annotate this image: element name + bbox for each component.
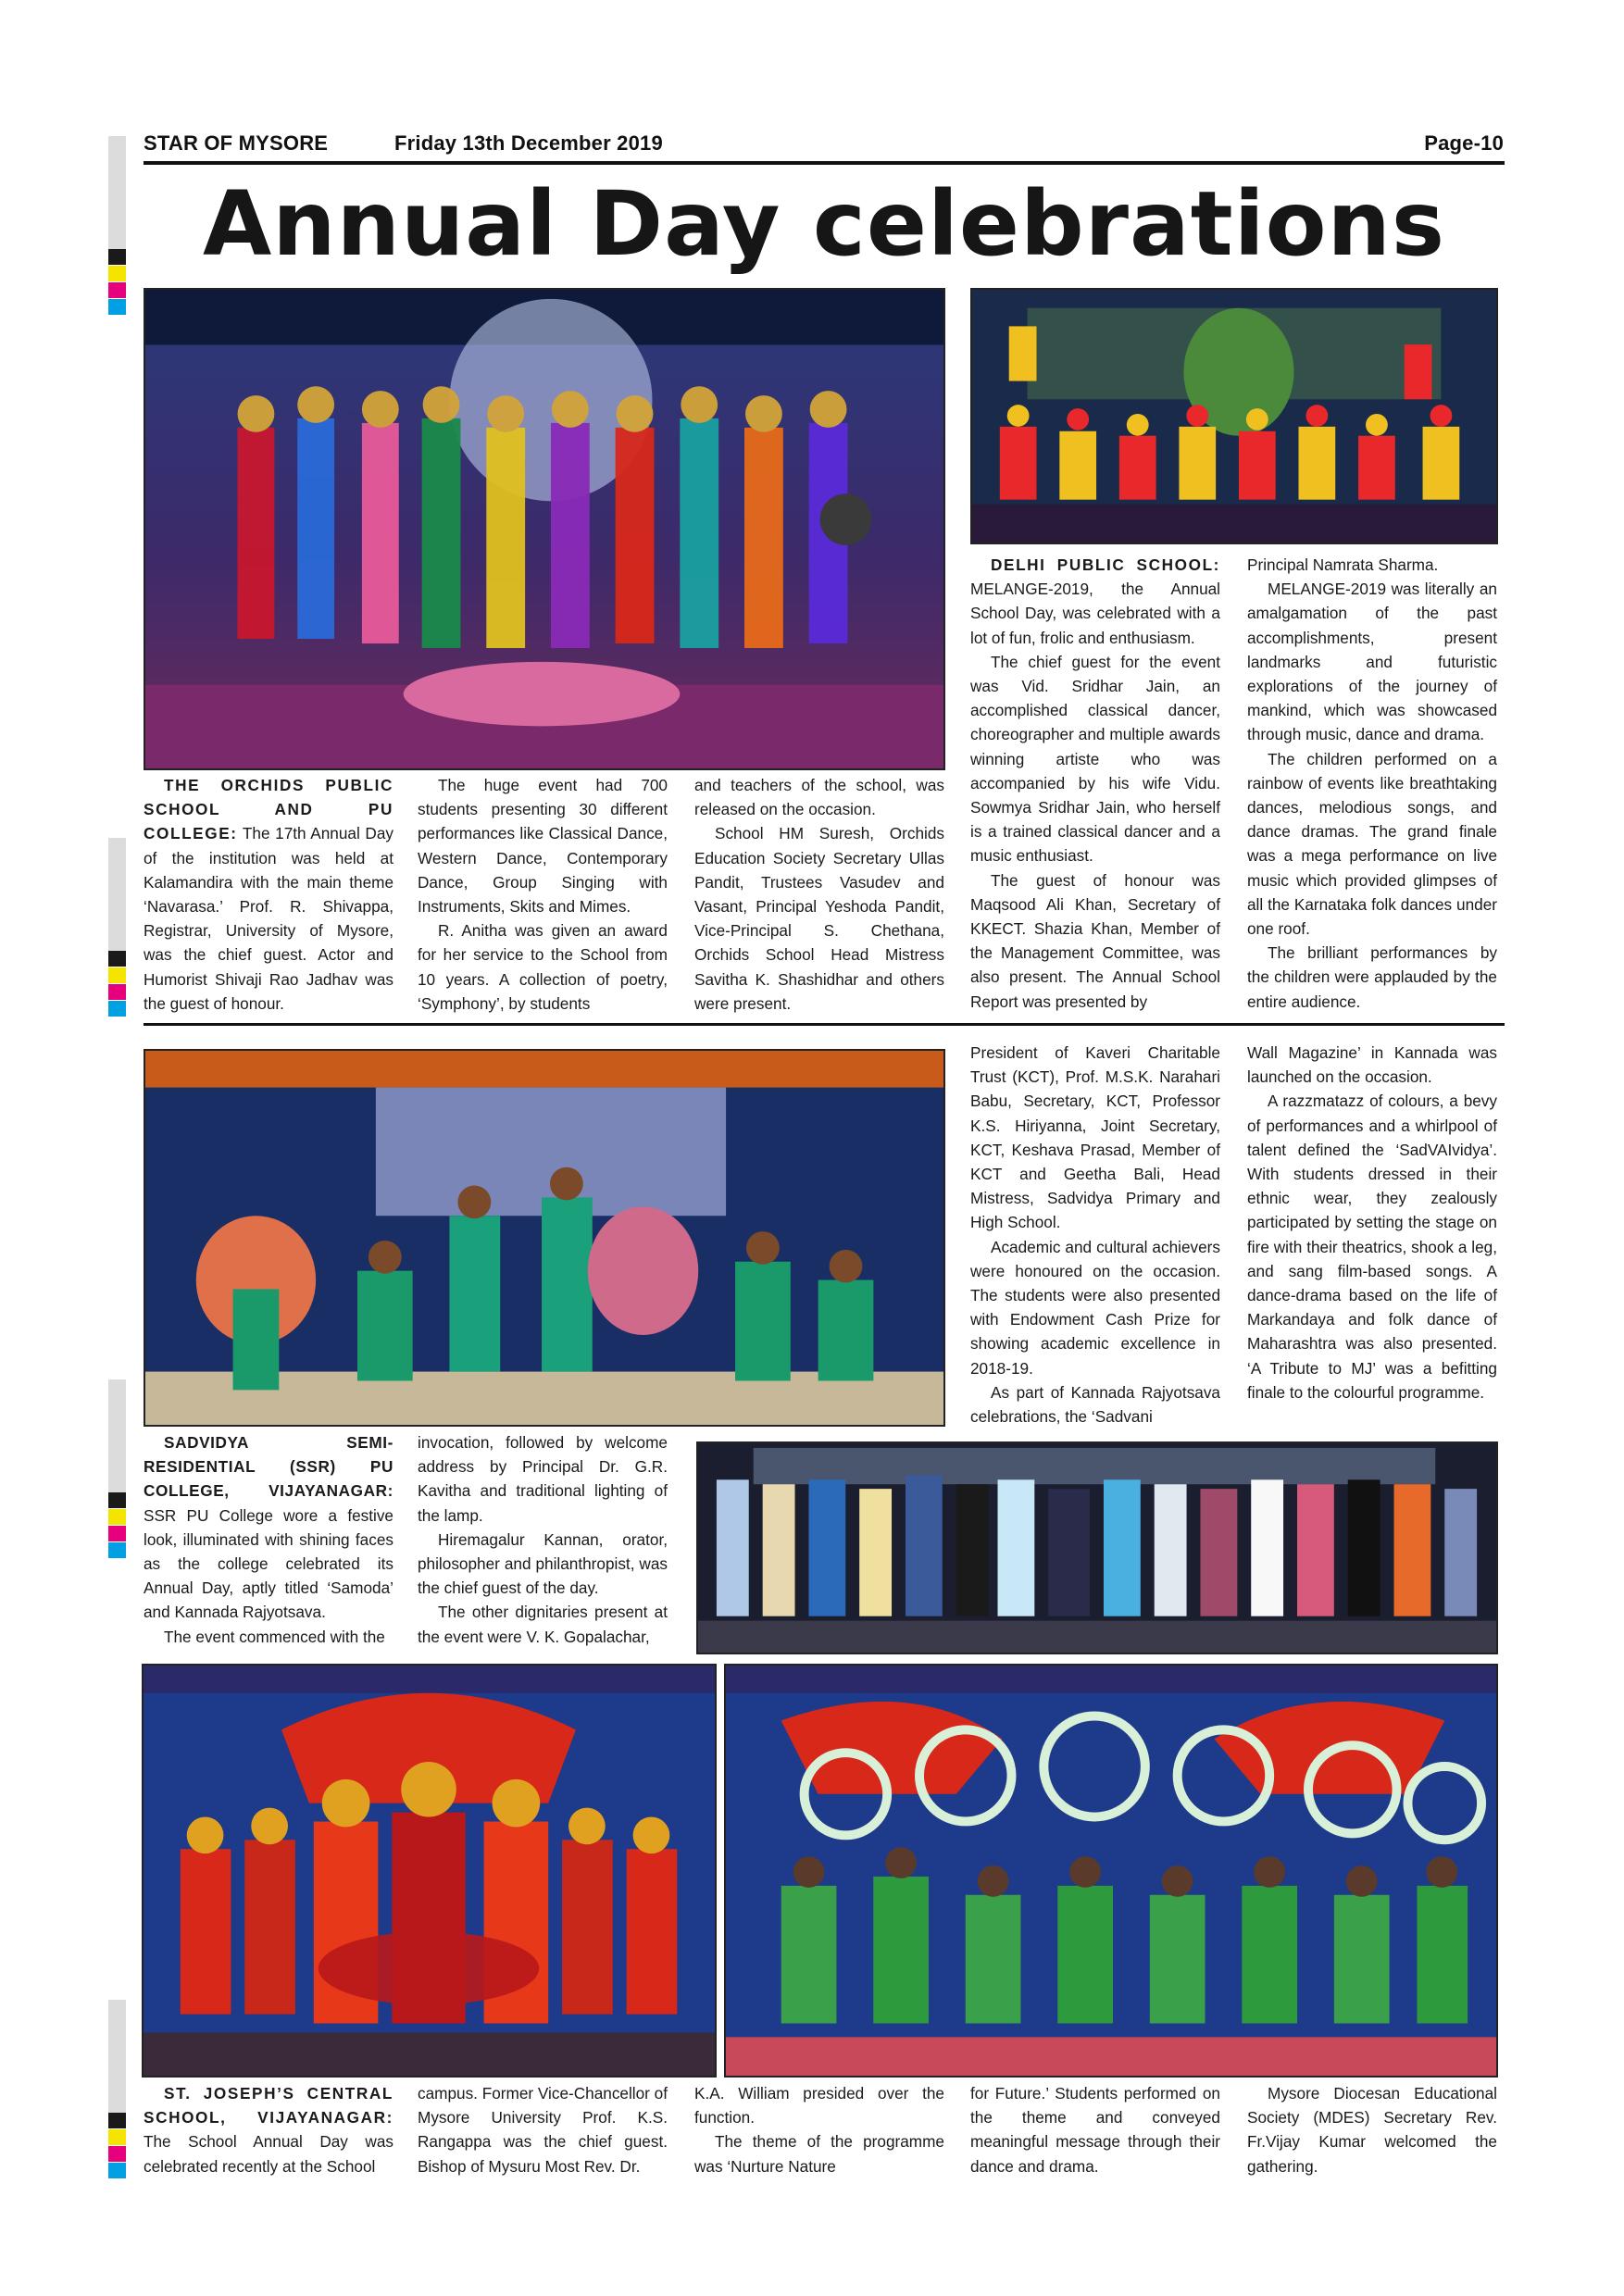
dps-col1-para-2: The chief guest for the event was Vid. Sridhar Jain, an accomplished classical dancer, choreographer and multiple awards winning artiste who was accompanied by his wife Vidu. Sowmya Sridhar Jain, who herself is a trained classical dancer and a music enthusiast. [970, 652, 1220, 866]
registration-mark-black [108, 2113, 126, 2128]
section-rule [144, 1023, 1505, 1026]
dps-performance-photo [970, 288, 1498, 544]
orchids-col2-para-1: The huge event had 700 students presenting 30 different performances like Classical Dance, Western Dance, Contemporary Dance, Group Singing with Instruments, Skits and Mimes. [418, 776, 668, 917]
page-headline: Annual Day celebrations [202, 172, 1446, 276]
issue-date: Friday 13th December 2019 [394, 131, 663, 155]
orchids-kicker: THE ORCHIDS PUBLIC SCHOOL AND PU COLLEGE: [144, 776, 394, 843]
ssr-dance-photo [144, 1049, 945, 1427]
orchids-col1-text: The 17th Annual Day of the institution was held at Kalamandira with the main theme ‘Navarasa.’ Prof. R. Shivappa, Registrar, University of Mysore, was the chief guest. Actor and Humorist Shivaji Rao Jadhav was the guest of honour. [144, 824, 394, 1013]
orchids-column-1 [144, 773, 394, 1016]
ssr-col4-para-1: Wall Magazine’ in Kannada was launched on the occasion. [1247, 1043, 1497, 1087]
registration-bar-gray [108, 136, 126, 249]
stjoseph-column-5 [1247, 2081, 1497, 2178]
stjoseph-yakshagana-photo [142, 1664, 717, 2078]
stjoseph-col3-para-1: K.A. William presided over the function. [694, 2084, 944, 2128]
registration-mark-black [108, 1492, 126, 1508]
ssr-column-4 [1247, 1041, 1497, 1404]
ssr-col3-para-1: President of Kaveri Charitable Trust (KCT), Prof. M.S.K. Narahari Babu, Secretary, KCT, Professor K.S. Hiriyanna, Joint Secretary, KCT, Keshava Prasad, Member of KCT and Geetha Bali, Head Mistress, Sadvidya Primary and High School. [970, 1043, 1220, 1232]
registration-mark-magenta [108, 984, 126, 1000]
dps-col2-para-1: Principal Namrata Sharma. [1247, 555, 1439, 574]
ssr-col3-para-3: As part of Kannada Rajyotsava celebrations, the ‘Sadvani [970, 1382, 1220, 1427]
ssr-col1-para-1: SSR PU College wore a festive look, illuminated with shining faces as the college celebrated its Annual Day, aptly titled ‘Samoda’ and Kannada Rajyotsava. [144, 1505, 394, 1622]
ssr-col1-para-2: The event commenced with the [164, 1627, 385, 1646]
ssr-col3-para-2: Academic and cultural achievers were honoured on the occasion. The students were also presented with Endowment Cash Prize for showing academic excellence in 2018-19. [970, 1237, 1220, 1378]
registration-mark-magenta [108, 1526, 126, 1541]
orchids-col3-para-2: School HM Suresh, Orchids Education Society Secretary Ullas Pandit, Trustees Vasudev and Vasant, Principal Yeshoda Pandit, Vice-Principal S. Chethana, Orchids School Head Mistress Savitha K. Shashidhar and others were present. [694, 824, 944, 1013]
registration-mark-black [108, 951, 126, 967]
dps-column-2 [1247, 553, 1497, 1014]
orchids-col2-para-2: R. Anitha was given an award for her service to the School from 10 years. A collection of poetry, ‘Symphony’, by students [418, 921, 668, 1013]
dps-col2-para-4: The brilliant performances by the children were applauded by the entire audience. [1247, 943, 1497, 1011]
orchids-stage-photo [144, 288, 945, 770]
registration-mark-yellow [108, 1509, 126, 1525]
ssr-col2-para-1: invocation, followed by welcome address by Principal Dr. G.R. Kavitha and traditional lighting of the lamp. [418, 1433, 668, 1525]
registration-mark-black [108, 249, 126, 265]
registration-mark-cyan [108, 299, 126, 315]
registration-mark-cyan [108, 1542, 126, 1558]
orchids-column-3 [694, 773, 944, 1016]
stjoseph-col4-text: for Future.’ Students performed on the theme and conveyed meaningful message through their dance and drama. [970, 2084, 1220, 2176]
orchids-column-2 [418, 773, 668, 1016]
registration-bar-gray [108, 2000, 126, 2113]
stjoseph-column-1 [144, 2081, 394, 2178]
ssr-column-1 [144, 1430, 394, 1649]
registration-mark-magenta [108, 282, 126, 298]
stjoseph-col2-text: campus. Former Vice-Chancellor of Mysore University Prof. K.S. Rangappa was the chief guest. Bishop of Mysuru Most Rev. Dr. [418, 2084, 668, 2176]
ssr-fashion-photo [696, 1441, 1498, 1654]
page-number: Page-10 [1424, 131, 1504, 155]
stjoseph-green-dance-photo [724, 1664, 1498, 2078]
header-rule [144, 161, 1505, 165]
stjoseph-kicker: ST. JOSEPH’S CENTRAL SCHOOL, VIJAYANAGAR: [144, 2084, 394, 2128]
stjoseph-column-4 [970, 2081, 1220, 2178]
newspaper-name: STAR OF MYSORE [144, 131, 329, 155]
registration-mark-yellow [108, 967, 126, 983]
orchids-col3-para-1: and teachers of the school, was released on the occasion. [694, 776, 944, 819]
registration-mark-yellow [108, 266, 126, 281]
ssr-col2-para-3: The other dignitaries present at the event were V. K. Gopalachar, [418, 1603, 668, 1646]
registration-mark-yellow [108, 2129, 126, 2145]
registration-mark-cyan [108, 1001, 126, 1017]
dps-col2-para-3: The children performed on a rainbow of events like breathtaking dances, melodious songs, and dance dramas. The grand finale was a mega performance on live music which provided glimpses of all the Karnataka folk dances under one roof. [1247, 749, 1497, 939]
dps-col1-para-3: The guest of honour was Maqsood Ali Khan, Secretary of KKECT. Shazia Khan, Member of the Management Committee, was also present. The Annual School Report was presented by [970, 870, 1220, 1011]
stjoseph-column-3 [694, 2081, 944, 2178]
dps-column-1 [970, 553, 1220, 1014]
ssr-col4-para-2: A razzmatazz of colours, a bevy of performances and a whirlpool of talent defined the ‘SadVAIvidya’. With students dressed in their ethnic wear, they zealously participated by setting the stage on fire with their theatrics, shook a leg, and sang film-based songs. A dance-drama based on the life of Markandaya and folk dance of Maharashtra was also presented. ‘A Tribute to MJ’ was a befitting finale to the colourful programme. [1247, 1092, 1497, 1402]
stjoseph-col3-para-2: The theme of the programme was ‘Nurture Nature [694, 2132, 944, 2176]
ssr-col2-para-2: Hiremagalur Kannan, orator, philosopher and philanthropist, was the chief guest of the day. [418, 1529, 668, 1598]
ssr-column-3 [970, 1041, 1220, 1429]
stjoseph-col5-text: Mysore Diocesan Educational Society (MDES) Secretary Rev. Fr.Vijay Kumar welcomed the gathering. [1247, 2084, 1497, 2176]
registration-bar-gray [108, 838, 126, 951]
registration-bar-gray [108, 1379, 126, 1492]
dps-col1-para-1: MELANGE-2019, the Annual School Day, was celebrated with a lot of fun, frolic and enthusiasm. [970, 580, 1220, 647]
dps-kicker: DELHI PUBLIC SCHOOL: [991, 555, 1220, 574]
registration-mark-cyan [108, 2163, 126, 2178]
dps-col2-para-2: MELANGE-2019 was literally an amalgamation of the past accomplishments, present landmarks and futuristic explorations of the journey of mankind, which was showcased through music, dance and drama. [1247, 580, 1497, 744]
registration-mark-magenta [108, 2146, 126, 2162]
stjoseph-column-2 [418, 2081, 668, 2178]
ssr-column-2 [418, 1430, 668, 1649]
stjoseph-col1-text: The School Annual Day was celebrated recently at the School [144, 2132, 394, 2176]
ssr-kicker: SADVIDYA SEMI-RESIDENTIAL (SSR) PU COLLEGE, VIJAYANAGAR: [144, 1433, 394, 1501]
